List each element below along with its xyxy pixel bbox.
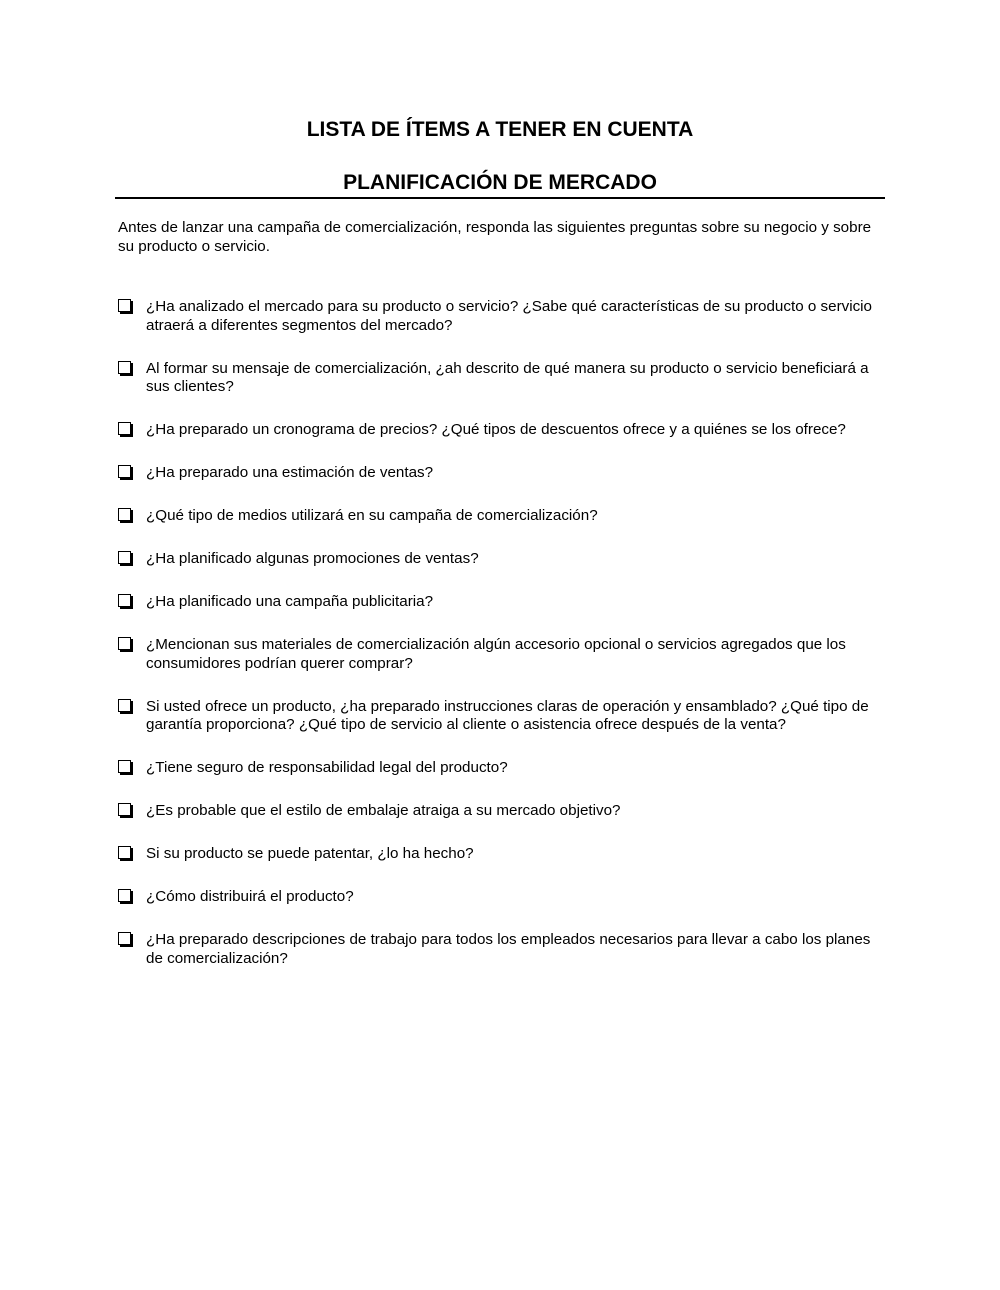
checkbox-icon[interactable] [118, 422, 131, 435]
checkbox-icon[interactable] [118, 361, 131, 374]
checkbox-icon[interactable] [118, 803, 131, 816]
checklist-item [118, 845, 888, 864]
checklist-item-text: ¿Ha preparado un cronograma de precios? ¿Qué tipos de descuentos ofrece y a quiénes se los ofrece? [146, 421, 846, 438]
checklist-item-text: ¿Ha planificado una campaña publicitaria? [146, 593, 434, 610]
checklist-item [118, 507, 888, 526]
checklist-item-text: ¿Ha preparado descripciones de trabajo para todos los empleados necesarios para llevar a cabo los planes de comercialización? [146, 931, 871, 967]
document-title: LISTA DE ÍTEMS A TENER EN CUENTA [306, 118, 694, 141]
checklist-item [118, 931, 888, 968]
checklist-item-text: ¿Tiene seguro de responsabilidad legal del producto? [146, 759, 508, 776]
checklist-item [118, 802, 888, 821]
checklist-item [118, 360, 888, 397]
checklist-item [118, 298, 888, 335]
checkbox-icon[interactable] [118, 551, 131, 564]
checkbox-icon[interactable] [118, 637, 131, 650]
checklist-item [118, 636, 888, 673]
checklist-item-text: ¿Es probable que el estilo de embalaje atraiga a su mercado objetivo? [146, 802, 621, 819]
checkbox-icon[interactable] [118, 760, 131, 773]
checklist-item-text: ¿Mencionan sus materiales de comercialización algún accesorio opcional o servicios agregados que los consumidores podrían querer comprar? [146, 636, 846, 672]
checkbox-icon[interactable] [118, 465, 131, 478]
checkbox-icon[interactable] [118, 846, 131, 859]
checklist-item [118, 593, 888, 612]
checklist-item-text: Al formar su mensaje de comercialización, ¿ah descrito de qué manera su producto o servicio beneficiará a sus clientes? [146, 359, 869, 395]
checklist-item [118, 759, 888, 778]
checkbox-icon[interactable] [118, 699, 131, 712]
checklist-item-text: ¿Cómo distribuirá el producto? [146, 888, 354, 905]
checklist-item-text: ¿Qué tipo de medios utilizará en su campaña de comercialización? [146, 507, 598, 524]
checklist [118, 298, 888, 993]
checkbox-icon[interactable] [118, 594, 131, 607]
document-subtitle: PLANIFICACIÓN DE MERCADO [343, 171, 657, 194]
checklist-item-text: ¿Ha preparado una estimación de ventas? [146, 464, 434, 481]
checkbox-icon[interactable] [118, 508, 131, 521]
title-divider [115, 197, 885, 199]
checklist-item [118, 888, 888, 907]
checklist-item-text: ¿Ha planificado algunas promociones de ventas? [146, 550, 479, 567]
checklist-item [118, 421, 888, 440]
checklist-item-text: ¿Ha analizado el mercado para su producto o servicio? ¿Sabe qué características de su producto o servicio atraerá a diferentes segmentos del mercado? [146, 298, 873, 334]
checklist-item [118, 464, 888, 483]
checkbox-icon[interactable] [118, 889, 131, 902]
checklist-item-text: Si su producto se puede patentar, ¿lo ha hecho? [146, 845, 474, 862]
checklist-item [118, 550, 888, 569]
intro-paragraph: Antes de lanzar una campaña de comercialización, responda las siguientes preguntas sobre su negocio y sobre su producto o servicio. [118, 219, 872, 255]
checkbox-icon[interactable] [118, 299, 131, 312]
checkbox-icon[interactable] [118, 932, 131, 945]
checklist-item [118, 698, 888, 735]
checklist-item-text: Si usted ofrece un producto, ¿ha preparado instrucciones claras de operación y ensamblado? ¿Qué tipo de garantía proporciona? ¿Qué tipo de servicio al cliente o asistencia ofrece después de la venta? [146, 697, 869, 733]
